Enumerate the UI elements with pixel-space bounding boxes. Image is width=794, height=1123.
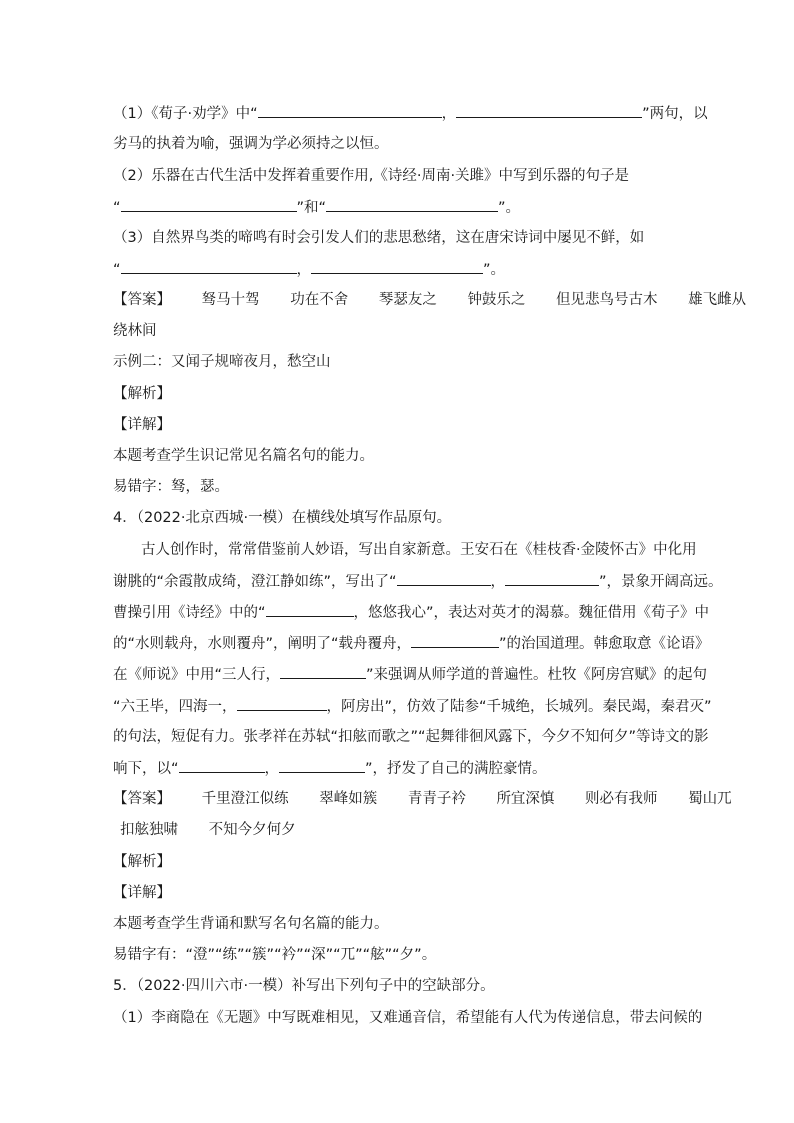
q5-heading: 5．（2022·四川六市·一模）补写出下列句子中的空缺部分。 <box>113 978 495 994</box>
q4-answer-line <box>113 789 732 809</box>
q4-detail-text: 本题考查学生背诵和默写名句名篇的能力。 <box>113 916 389 932</box>
text: ”来强调从师学道的普遍性。杜牧《阿房宫赋》的起句 <box>366 667 708 683</box>
answer-item: 功在不舍 <box>290 292 349 308</box>
q3-answer-line <box>113 290 746 310</box>
q4-detail-label: 【详解】 <box>113 885 171 901</box>
q4-error-chars: 易错字有：“澄”“练”“簇”“衿”“深”“兀”“舷”“夕”。 <box>113 947 437 963</box>
q4-para-line4 <box>113 633 710 653</box>
fill-blank[interactable] <box>258 103 442 118</box>
text: ”和“ <box>296 200 327 216</box>
answer-item: 雄飞雌从 <box>688 292 747 308</box>
text: ， <box>490 574 506 590</box>
q4-para-line6 <box>113 696 712 716</box>
text: ”。 <box>498 200 521 216</box>
text: ”，景象开阔高远。 <box>599 574 723 590</box>
text: ，阿房出”，仿效了陆参“千城绝，长城列。秦民竭，秦君灭” <box>326 699 712 715</box>
q3-error-chars: 易错字：驽，瑟。 <box>113 479 229 495</box>
q4-para-line2 <box>113 571 723 591</box>
text: “ <box>113 262 121 278</box>
fill-blank[interactable] <box>456 103 642 118</box>
q3-sub1-line2: 劣马的执着为喻，强调为学必须持之以恒。 <box>113 136 389 152</box>
fill-blank[interactable] <box>326 197 498 212</box>
q4-para-line3 <box>113 602 709 622</box>
text: ”。 <box>483 262 506 278</box>
q3-sub2-line2 <box>113 197 520 217</box>
q4-para-line8 <box>113 758 547 778</box>
answer-item: 蜀山兀 <box>688 791 732 807</box>
text: ， <box>264 761 280 777</box>
text: 谢朓的“余霞散成绮，澄江静如练”，写出了“ <box>113 574 397 590</box>
answer-item: 则必有我师 <box>585 791 658 807</box>
text: “六王毕，四海一， <box>113 699 237 715</box>
fill-blank[interactable] <box>411 633 499 648</box>
fill-blank[interactable] <box>266 602 354 617</box>
answer-item: 钟鼓乐之 <box>467 292 526 308</box>
text: 响下，以“ <box>113 761 179 777</box>
fill-blank[interactable] <box>179 758 265 773</box>
text: 的“水则载舟，水则覆舟”，阐明了“载舟覆舟， <box>113 636 412 652</box>
q3-sub1-line1 <box>113 103 708 123</box>
text: （1）《荀子·劝学》中“ <box>113 106 258 122</box>
answer-item: 驽马十驾 <box>201 292 260 308</box>
q5-sub1: （1）李商隐在《无题》中写既难相见，又难通音信，希望能有人代为传递信息，带去问候的 <box>113 1010 703 1026</box>
q4-para-line5 <box>113 664 707 684</box>
fill-blank[interactable] <box>279 758 365 773</box>
text: 曹操引用《诗经》中的“ <box>113 605 266 621</box>
answer-item: 但见悲鸟号古木 <box>556 292 658 308</box>
fill-blank[interactable] <box>121 197 297 212</box>
answer-item: 不知今夕何夕 <box>208 822 296 838</box>
text: ”，抒发了自己的满腔豪情。 <box>365 761 547 777</box>
answer-item: 青青子衿 <box>407 791 466 807</box>
answer-item: 所宜深慎 <box>496 791 555 807</box>
answer-item: 扣舷独啸 <box>120 822 178 838</box>
q4-analysis-label: 【解析】 <box>113 854 171 870</box>
answer-label: 【答案】 <box>113 791 171 807</box>
q3-sub2-line1: （2）乐器在古代生活中发挥着重要作用,《诗经·周南·关雎》中写到乐器的句子是 <box>113 168 630 184</box>
answer-item: 翠峰如簇 <box>319 791 378 807</box>
answer-item: 千里澄江似练 <box>201 791 289 807</box>
answer-item: 琴瑟友之 <box>378 292 437 308</box>
text: “ <box>113 200 121 216</box>
text: ”的治国道理。韩愈取意《论语》 <box>499 636 710 652</box>
fill-blank[interactable] <box>237 696 327 711</box>
fill-blank[interactable] <box>505 571 599 586</box>
q4-para-line7: 的句法，短促有力。张孝祥在苏轼“扣舷而歌之”“起舞徘徊风露下，今夕不知何夕”等诗文的影 <box>113 729 709 745</box>
fill-blank[interactable] <box>280 664 366 679</box>
text: ， <box>296 262 312 278</box>
q3-detail-text: 本题考查学生识记常见名篇名句的能力。 <box>113 448 374 464</box>
q4-answer-wrap <box>120 820 296 840</box>
text: 在《师说》中用“三人行， <box>113 667 281 683</box>
fill-blank[interactable] <box>311 259 483 274</box>
text: ， <box>441 106 457 122</box>
fill-blank[interactable] <box>397 571 491 586</box>
q3-analysis-label: 【解析】 <box>113 386 171 402</box>
q3-sub3-line2 <box>113 259 505 279</box>
q3-answer-wrap: 绕林间 <box>113 323 157 339</box>
q3-detail-label: 【详解】 <box>113 417 171 433</box>
answer-label: 【答案】 <box>113 292 171 308</box>
text: ”两句，以 <box>642 106 708 122</box>
fill-blank[interactable] <box>121 259 297 274</box>
text: ，悠悠我心”，表达对英才的渴慕。魏征借用《荀子》中 <box>353 605 710 621</box>
q4-heading: 4．（2022·北京西城·一模）在横线处填写作品原句。 <box>113 510 452 526</box>
q4-para-line1: 古人创作时，常常借鉴前人妙语，写出自家新意。王安石在《桂枝香·金陵怀古》中化用 <box>141 542 697 558</box>
q3-sub3-line1: （3）自然界鸟类的啼鸣有时会引发人们的悲思愁绪，这在唐宋诗词中屡见不鲜，如 <box>113 230 645 246</box>
q3-example: 示例二：又闻子规啼夜月，愁空山 <box>113 354 331 370</box>
